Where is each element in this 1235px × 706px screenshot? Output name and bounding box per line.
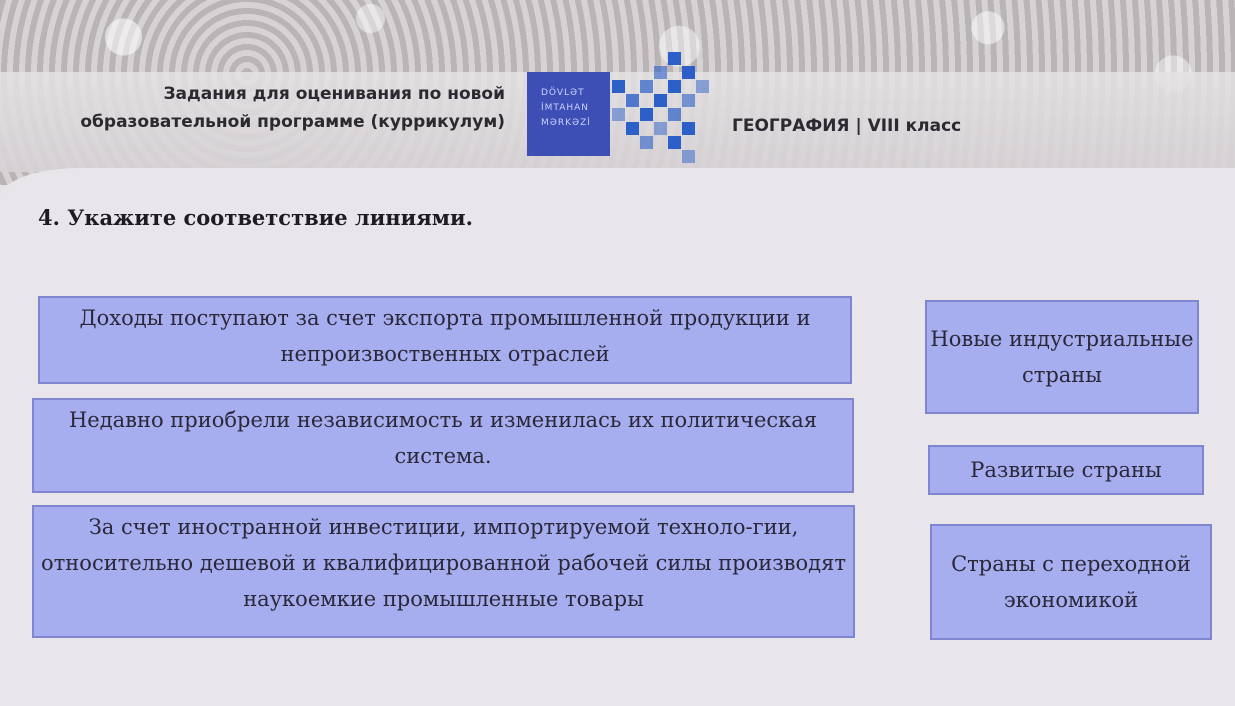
right-item-1-text: Новые индустриальные страны (930, 327, 1194, 387)
header-program-line-1: Задания для оценивания по новой (163, 84, 505, 104)
exam-center-logo (527, 72, 610, 156)
right-item-3[interactable] (930, 524, 1212, 640)
header-program-line-2: образовательной программе (куррикулум) (80, 112, 505, 132)
right-item-2[interactable] (928, 445, 1204, 495)
question-title: 4. Укажите соответствие линиями. (38, 205, 473, 230)
right-item-3-text: Страны с переходной экономикой (951, 552, 1191, 612)
left-item-2[interactable] (32, 398, 854, 493)
subject-grade-label: ГЕОГРАФИЯ | VIII класс (732, 116, 962, 136)
left-item-2-text: Недавно приобрели независимость и изменилась их политическая система. (68, 408, 818, 468)
logo-line-3: MƏRKƏZİ (541, 118, 591, 128)
header-program-title (60, 80, 505, 136)
right-item-2-text: Развитые страны (970, 458, 1162, 482)
right-item-1[interactable] (925, 300, 1199, 414)
left-item-1-text: Доходы поступают за счет экспорта промышленной продукции и непроизвоственных отраслей (79, 306, 811, 366)
logo-line-2: İMTAHAN (541, 103, 590, 113)
left-item-3-text: За счет иностранной инвестиции, импортируемой техноло-гии, относительно дешевой и квалифицированной рабочей силы производят наукоемкие промышленные товары (41, 515, 846, 611)
logo-line-1: DÖVLƏT (541, 88, 585, 98)
left-item-1[interactable] (38, 296, 852, 384)
logo-pixel-pattern (612, 52, 712, 162)
left-item-3[interactable] (32, 505, 855, 638)
